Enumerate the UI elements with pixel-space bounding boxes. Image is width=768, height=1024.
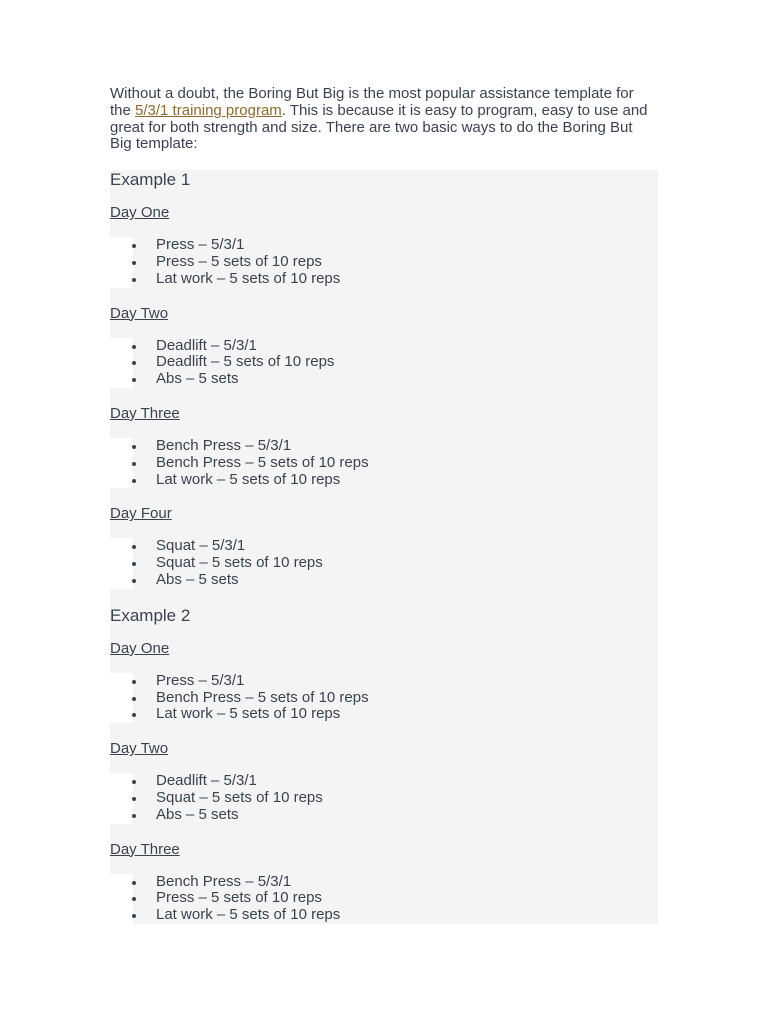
exercise-item [133, 773, 658, 790]
document-page [110, 86, 658, 941]
exercise-text: Squat – 5 sets of 10 reps [156, 554, 323, 572]
exercise-text: Bench Press – 5/3/1 [156, 436, 292, 454]
bullet-icon [132, 780, 136, 784]
day-heading: Day Three [110, 405, 658, 438]
bullet-icon [132, 278, 136, 282]
exercise-text: Deadlift – 5/3/1 [156, 336, 257, 354]
bullet-icon [132, 261, 136, 265]
bullet-icon [132, 579, 136, 583]
exercise-item [133, 472, 658, 489]
example-title: Example 2 [110, 605, 191, 625]
exercise-list [133, 338, 658, 388]
exercise-item [133, 807, 658, 824]
exercise-item [133, 254, 658, 271]
exercise-text: Squat – 5 sets of 10 reps [156, 788, 323, 806]
exercise-item [133, 907, 658, 924]
bullet-icon [132, 462, 136, 466]
day-heading: Day Four [110, 505, 658, 538]
exercise-item [133, 455, 658, 472]
exercise-list [133, 237, 658, 287]
bullet-icon [132, 814, 136, 818]
exercise-text: Squat – 5/3/1 [156, 537, 246, 555]
exercise-list-wrap [110, 773, 658, 823]
exercise-list [133, 538, 658, 588]
bullet-icon [132, 914, 136, 918]
bullet-icon [132, 244, 136, 248]
exercise-item [133, 438, 658, 455]
example-title-wrap [110, 170, 658, 204]
bullet-icon [132, 797, 136, 801]
exercise-item [133, 790, 658, 807]
exercise-item [133, 555, 658, 572]
exercise-text: Press – 5/3/1 [156, 671, 245, 689]
exercise-text: Deadlift – 5/3/1 [156, 772, 257, 790]
bullet-icon [132, 361, 136, 365]
bullet-icon [132, 479, 136, 483]
exercise-list-wrap [110, 673, 658, 723]
exercise-text: Bench Press – 5 sets of 10 reps [156, 688, 369, 706]
exercise-list-wrap [110, 338, 658, 388]
exercise-item [133, 690, 658, 707]
bullet-icon [132, 713, 136, 717]
example-title-wrap [110, 606, 658, 640]
exercise-item [133, 890, 658, 907]
exercise-item [133, 538, 658, 555]
day-heading: Day Three [110, 841, 658, 874]
exercise-item [133, 673, 658, 690]
example-title: Example 1 [110, 170, 191, 190]
bullet-icon [132, 562, 136, 566]
exercise-item [133, 354, 658, 371]
intro-text-start: Without a doubt, the Boring But Big is the most popular assistance template for the [110, 85, 634, 119]
example-section [110, 606, 658, 924]
exercise-item [133, 572, 658, 589]
exercise-list-wrap [110, 538, 658, 588]
program-examples [110, 170, 658, 924]
exercise-text: Bench Press – 5/3/1 [156, 872, 292, 890]
exercise-text: Abs – 5 sets [156, 570, 239, 588]
exercise-text: Deadlift – 5 sets of 10 reps [156, 353, 335, 371]
exercise-item [133, 271, 658, 288]
exercise-list [133, 438, 658, 488]
intro-text-end: . This is because it is easy to program, easy to use and great for both strength and size. There are two basic ways to do the Boring But Big template: [110, 101, 648, 153]
bullet-icon [132, 345, 136, 349]
bullet-icon [132, 680, 136, 684]
day-heading: Day One [110, 204, 658, 237]
exercise-text: Press – 5/3/1 [156, 236, 245, 254]
exercise-text: Abs – 5 sets [156, 370, 239, 388]
exercise-item [133, 874, 658, 891]
exercise-text: Bench Press – 5 sets of 10 reps [156, 453, 369, 471]
exercise-text: Lat work – 5 sets of 10 reps [156, 470, 341, 488]
exercise-item [133, 706, 658, 723]
exercise-list [133, 773, 658, 823]
exercise-text: Press – 5 sets of 10 reps [156, 252, 322, 270]
exercise-list-wrap [110, 874, 658, 924]
exercise-list-wrap [110, 438, 658, 488]
training-program-link[interactable]: 5/3/1 training program [135, 101, 282, 119]
bullet-icon [132, 897, 136, 901]
bullet-icon [132, 697, 136, 701]
bullet-icon [132, 445, 136, 449]
exercise-text: Abs – 5 sets [156, 805, 239, 823]
day-heading: Day One [110, 640, 658, 673]
exercise-item [133, 237, 658, 254]
exercise-list-wrap [110, 237, 658, 287]
bullet-icon [132, 881, 136, 885]
exercise-text: Lat work – 5 sets of 10 reps [156, 705, 341, 723]
bullet-icon [132, 545, 136, 549]
exercise-text: Press – 5 sets of 10 reps [156, 889, 322, 907]
intro-paragraph [110, 86, 658, 153]
exercise-list [133, 673, 658, 723]
exercise-item [133, 371, 658, 388]
exercise-list [133, 874, 658, 924]
exercise-item [133, 338, 658, 355]
bullet-icon [132, 378, 136, 382]
day-heading: Day Two [110, 305, 658, 338]
exercise-text: Lat work – 5 sets of 10 reps [156, 269, 341, 287]
day-heading: Day Two [110, 740, 658, 773]
exercise-text: Lat work – 5 sets of 10 reps [156, 906, 341, 924]
example-section [110, 170, 658, 589]
